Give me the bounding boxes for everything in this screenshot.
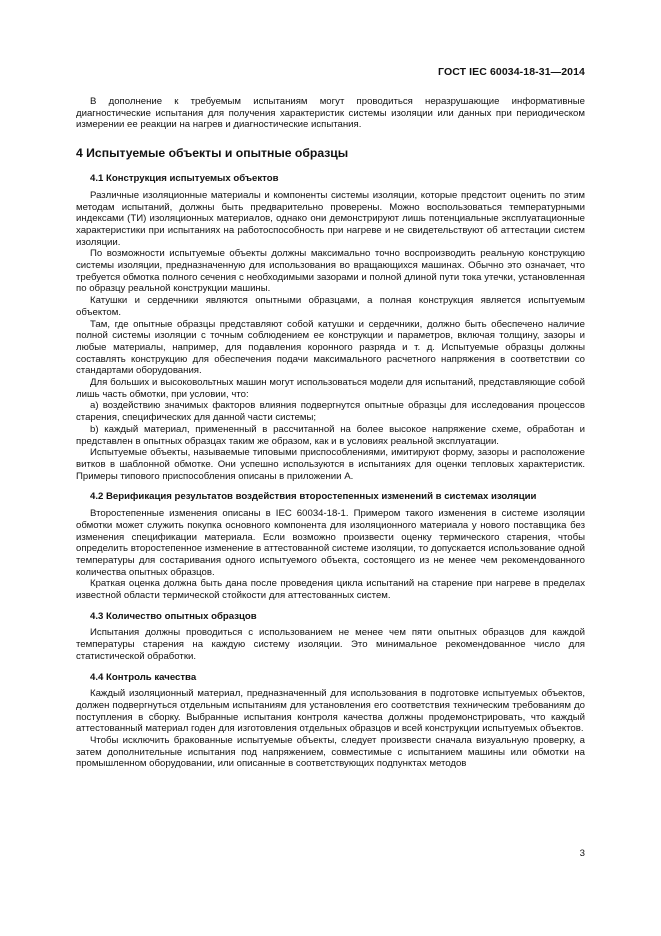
paragraph: Краткая оценка должна быть дана после проведения цикла испытаний на старение при нагреве в пределах известной области термической стойкости для аттестованных систем. (76, 578, 585, 602)
paragraph: Второстепенные изменения описаны в IEC 60034-18-1. Примером такого изменения в системе изоляции обмотки может служить покупка основного компонента для изоляционного материала у нового поставщика без изменения спецификации материала. Если возможно произвести оценку термического старения, чтобы определить второстепенное изменение в аттестованной системе изоляции, то допускается использование одной температуры для состаривания одного испытуемого объекта, состоящего из не менее чем рекомендованного количества опытных образцов. (76, 508, 585, 578)
paragraph: По возможности испытуемые объекты должны максимально точно воспроизводить реальную конструкцию системы изоляции, предназначенную для использования во вращающихся машинах. Обычно это означает, что требуется обмотка полного сечения с необходимыми зазорами и полной длиной пути тока утечки, установленная по образцу реальной конструкции машины. (76, 248, 585, 295)
section-4-3-heading: 4.3 Количество опытных образцов (90, 610, 257, 622)
paragraph: Там, где опытные образцы представляют собой катушки и сердечники, должно быть обеспечено наличие полной системы изоляции с точным соблюдением ее конструкции и параметров, включая толщину, зазоры и любые материалы, например, для подавления коронного разряда и т. д. Испытуемые образцы должны составлять конструкцию для обеспечения подачи максимального расчетного напряжения в соответствии со стандартами оборудования. (76, 318, 585, 377)
paragraph: Чтобы исключить бракованные испытуемые объекты, следует произвести сначала визуальную проверку, а затем дополнительные испытания под напряжением, совместимые с испытанием машины или обмотки на промышленном оборудовании, или описанные в соответствующих подпунктах методов (76, 735, 585, 770)
intro-paragraph: В дополнение к требуемым испытаниям могут проводиться неразрушающие информативные диагностические испытания для получения характеристик системы изоляции или данных при периодическом измерении ее реакции на нагрев и диагностические испытания. (76, 96, 585, 131)
list-item-b: b) каждый материал, примененный в рассчитанной на более высокое напряжение схеме, обработан и представлен в опытных образцах таким же образом, как и в условиях реальной эксплуатации. (76, 423, 585, 447)
paragraph: Каждый изоляционный материал, предназначенный для использования в подготовке испытуемых объектов, должен подвергнуться отдельным испытаниям для установления его соответствия техническим требованиям до поступления в сборку. Выбранные испытания контроля качества должны продемонстрировать, что каждый аттестованный материал годен для изготовления отдельных образцов и всей конструкции испытуемых объектов. (76, 688, 585, 735)
paragraph: Различные изоляционные материалы и компоненты системы изоляции, которые предстоит оценить по этим методам испытаний, должны быть предварительно проверены. Можно воспользоваться температурными индексами (ТИ) изоляционных материалов, однако они демонстрируют лишь потенциальные эксплуатационные характеристики при испытаниях на работоспособность при нагреве и не свидетельствуют об аттестации систем изоляции. (76, 189, 585, 248)
page-body (76, 96, 585, 770)
list-item-a: a) воздействию значимых факторов влияния подвергнутся опытные образцы для исследования процессов старения, специфических для данной части системы; (76, 400, 585, 424)
section-4-heading: 4 Испытуемые объекты и опытные образцы (76, 146, 349, 161)
paragraph: Испытуемые объекты, называемые типовыми приспособлениями, имитируют форму, зазоры и расположение витков в шаблонной обмотке. Они успешно используются в испытаниях для оценки тепловых характеристик. Примеры типового приспособления описаны в приложении А. (76, 447, 585, 482)
paragraph: Для больших и высоковольтных машин могут использоваться модели для испытаний, представляющие собой лишь часть обмотки, при условии, что: (76, 377, 585, 400)
standard-designation: ГОСТ IEC 60034-18-31—2014 (438, 66, 585, 78)
paragraph: Испытания должны проводиться с использованием не менее чем пяти опытных образцов для каждой температуры старения на каждую систему изоляции. Это минимальное рекомендованное число для статистической обработки. (76, 627, 585, 662)
section-4-4-heading: 4.4 Контроль качества (90, 671, 197, 683)
section-4-2-heading: 4.2 Верификация результатов воздействия второстепенных изменений в системах изоляции (90, 491, 537, 503)
page-number: 3 (579, 848, 585, 859)
paragraph: Катушки и сердечники являются опытными образцами, а полная конструкция является испытуемым объектом. (76, 295, 585, 318)
section-4-1-heading: 4.1 Конструкция испытуемых объектов (90, 173, 279, 185)
